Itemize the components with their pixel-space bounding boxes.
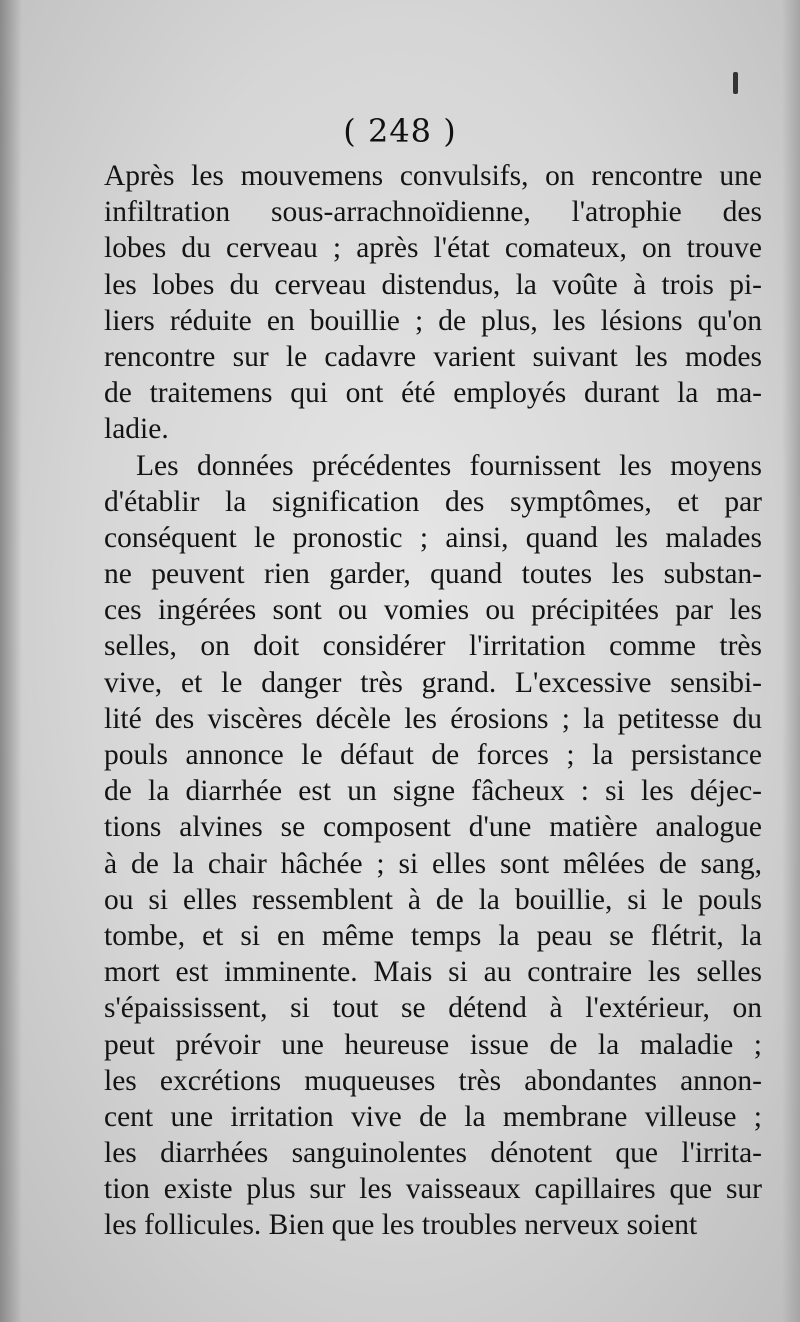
paragraph bbox=[104, 158, 762, 448]
text-line: ne peuvent rien garder, quand toutes les substan- bbox=[104, 558, 762, 591]
text-line: Les données précédentes fournissent les moyens bbox=[136, 449, 762, 482]
text-line: lobes du cerveau ; après l'état comateux, on trouve bbox=[104, 232, 762, 265]
text-line: ladie. bbox=[104, 413, 169, 446]
body-text bbox=[104, 158, 762, 1244]
text-line: pouls annonce le défaut de forces ; la persistance bbox=[104, 739, 762, 771]
text-line: d'établir la signification des symptômes, et par bbox=[104, 485, 762, 518]
text-line: les follicules. Bien que les troubles nerveux soient bbox=[104, 1209, 698, 1242]
text-line: les lobes du cerveau distendus, la voûte à trois pi- bbox=[104, 268, 762, 301]
text-line: de traitemens qui ont été employés durant la ma- bbox=[104, 377, 762, 410]
text-line: ou si elles ressemblent à de la bouillie, si le pouls bbox=[104, 883, 762, 916]
text-line: infiltration sous-arrachnoïdienne, l'atrophie des bbox=[104, 196, 762, 229]
text-line: rencontre sur le cadavre varient suivant les modes bbox=[104, 340, 762, 373]
text-line: tions alvines se composent d'une matière analogue bbox=[104, 811, 762, 844]
text-line: lité des viscères décèle les érosions ; la petitesse du bbox=[104, 702, 762, 735]
text-line: les excrétions muqueuses très abondantes annon- bbox=[104, 1064, 762, 1097]
paragraph bbox=[104, 448, 762, 1244]
text-line: selles, on doit considérer l'irritation comme très bbox=[104, 630, 762, 663]
text-line: tombe, et si en même temps la peau se flétrit, la bbox=[104, 919, 762, 952]
page-number: ( 248 ) bbox=[343, 112, 457, 150]
text-line: cent une irritation vive de la membrane villeuse ; bbox=[104, 1100, 762, 1133]
text-line: vive, et le danger très grand. L'excessive sensibi- bbox=[104, 666, 762, 699]
text-line: tion existe plus sur les vaisseaux capillaires que sur bbox=[104, 1173, 762, 1206]
text-line: peut prévoir une heureuse issue de la maladie ; bbox=[104, 1028, 762, 1061]
text-line: mort est imminente. Mais si au contraire les selles bbox=[104, 956, 762, 989]
text-line: liers réduite en bouillie ; de plus, les lésions qu'on bbox=[104, 304, 762, 337]
text-line: de la diarrhée est un signe fâcheux : si les déjec- bbox=[104, 775, 762, 808]
text-line: à de la chair hâchée ; si elles sont mêlées de sang, bbox=[104, 847, 762, 880]
text-line: ces ingérées sont ou vomies ou précipitées par les bbox=[104, 594, 762, 627]
text-line: les diarrhées sanguinolentes dénotent que l'irrita- bbox=[104, 1137, 762, 1170]
text-line: Après les mouvemens convulsifs, on rencontre une bbox=[104, 160, 762, 192]
text-line: conséquent le pronostic ; ainsi, quand les malades bbox=[104, 521, 762, 554]
text-line: s'épaississent, si tout se détend à l'extérieur, on bbox=[104, 992, 762, 1025]
ink-mark bbox=[733, 72, 738, 94]
